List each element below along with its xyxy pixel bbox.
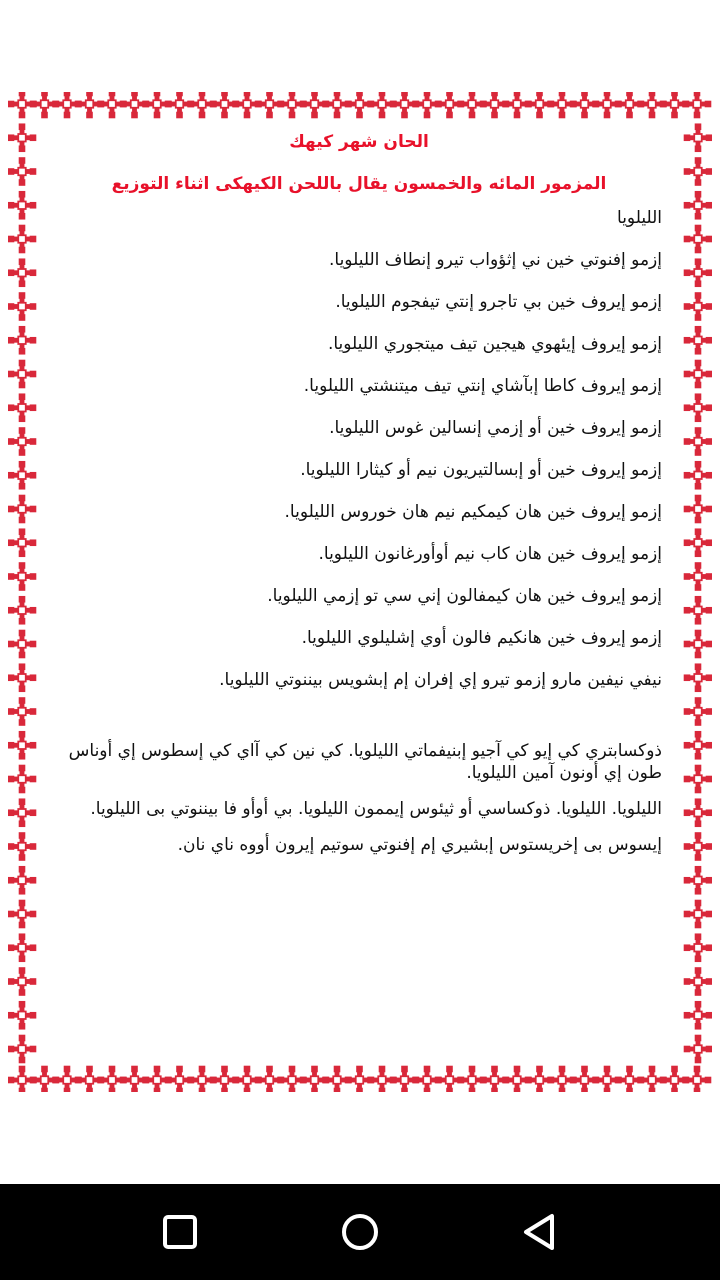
cross-ornament [8, 292, 36, 321]
cross-ornament [684, 393, 712, 422]
cross-ornament [8, 866, 36, 895]
cross-ornament [684, 731, 712, 760]
cross-ornament [684, 1001, 712, 1030]
cross-ornament [8, 495, 36, 524]
hymn-line: إزمو إيروف خين هان كيمفالون إني سي تو إزمي الليلويا. [267, 586, 662, 606]
cross-ornament [684, 596, 712, 625]
cross-ornament [8, 258, 36, 287]
page-title: الحان شهر كيهك [289, 132, 429, 152]
cross-ornament [8, 157, 36, 186]
cross-ornament [8, 393, 36, 422]
cross-ornament [8, 191, 36, 220]
back-triangle-icon [518, 1210, 562, 1254]
cross-ornament [684, 191, 712, 220]
cross-ornament [8, 528, 36, 557]
cross-ornament [684, 461, 712, 490]
cross-ornament [683, 1066, 712, 1092]
cross-ornament [8, 461, 36, 490]
cross-ornament [684, 697, 712, 726]
recents-button[interactable] [150, 1206, 210, 1258]
hymn-line: إزمو إيروف كاطا إبآشاي إنتي تيف ميتنشتي الليلويا. [303, 376, 662, 396]
hymn-line: إزمو إيروف خين بي تاجرو إنتي تيفجوم الليلويا. [335, 292, 662, 312]
cross-ornament [8, 123, 36, 152]
hymn-paragraph: الليلويا. الليلويا. ذوكساسي أو ثيئوس إيممون الليلويا. بي أوأو فا بيننوتي بى الليلويا. [90, 799, 662, 819]
cross-ornament [8, 1001, 36, 1030]
cross-ornament [8, 900, 36, 929]
back-button[interactable] [510, 1206, 570, 1258]
cross-ornament [684, 967, 712, 996]
cross-ornament [8, 663, 36, 692]
cross-ornament [8, 326, 36, 355]
cross-ornament [684, 1035, 712, 1064]
cross-ornament [684, 900, 712, 929]
cross-ornament [684, 933, 712, 962]
cross-ornament [684, 765, 712, 794]
page-subtitle: المزمور المائه والخمسون يقال باللحن الكيهكى اثناء التوزيع [111, 174, 607, 194]
cross-ornament [684, 663, 712, 692]
cross-ornament [8, 697, 36, 726]
cross-ornament [8, 832, 36, 861]
hymn-line: نيفي نيفين مارو إزمو تيرو إي إفران إم إبشويس بيننوتي الليلويا. [219, 670, 662, 690]
cross-ornament [8, 798, 36, 827]
recents-square-icon [160, 1212, 200, 1252]
cross-ornament [684, 832, 712, 861]
cross-ornament [8, 765, 36, 794]
home-circle-icon [338, 1210, 382, 1254]
cross-ornament [8, 427, 36, 456]
cross-ornament [8, 731, 36, 760]
cross-ornament [8, 1035, 36, 1064]
cross-ornament [684, 123, 712, 152]
hymn-content [56, 130, 662, 1050]
cross-ornament [8, 630, 36, 659]
cross-ornament [684, 225, 712, 254]
hymn-paragraph: إيسوس بى إخريستوس إبشيري إم إفنوتي سوتيم إيرون أووه ناي نان. [177, 835, 662, 855]
cross-ornament [684, 866, 712, 895]
hymn-line: إزمو إيروف خين هانكيم فالون أوي إشليلوي الليلويا. [301, 628, 662, 648]
cross-ornament [684, 258, 712, 287]
cross-ornament [684, 495, 712, 524]
cross-ornament [684, 157, 712, 186]
cross-ornament [684, 562, 712, 591]
hymn-line: إزمو إيروف خين أو إبسالتيريون نيم أو كيثارا الليلويا. [300, 460, 662, 480]
cross-ornament [684, 798, 712, 827]
spacer [56, 710, 662, 740]
hymn-line: الليلويا [617, 208, 662, 228]
hymn-paragraph: ذوكسابتري كي إيو كي آجيو إبنيفماتي الليلويا. كي نين كي آاي كي إسطوس إي أوناس طون إي أونون آمين الليلويا. [68, 741, 662, 783]
hymn-line: إزمو إفنوتي خين ني إثؤواب تيرو إنطاف الليلويا. [328, 250, 662, 270]
cross-ornament [684, 292, 712, 321]
cross-ornament [8, 225, 36, 254]
cross-ornament [8, 596, 36, 625]
cross-ornament [8, 967, 36, 996]
cross-ornament [683, 92, 712, 118]
cross-ornament [684, 528, 712, 557]
cross-ornament [8, 933, 36, 962]
cross-ornament [684, 427, 712, 456]
cross-ornament [684, 326, 712, 355]
hymn-line: إزمو إيروف خين هان كاب نيم أوأورغانون الليلويا. [318, 544, 662, 564]
system-navigation-bar [0, 1184, 720, 1280]
cross-ornament [8, 562, 36, 591]
hymn-line: إزمو إيروف خين هان كيمكيم نيم هان خوروس الليلويا. [284, 502, 662, 522]
cross-ornament [684, 360, 712, 389]
home-button[interactable] [330, 1206, 390, 1258]
hymn-line: إزمو إيروف إيئهوي هيجين تيف ميتجوري الليلويا. [327, 334, 662, 354]
hymn-line: إزمو إيروف خين أو إزمي إنسالين غوس الليلويا. [329, 418, 662, 438]
cross-ornament [684, 630, 712, 659]
cross-ornament [8, 360, 36, 389]
